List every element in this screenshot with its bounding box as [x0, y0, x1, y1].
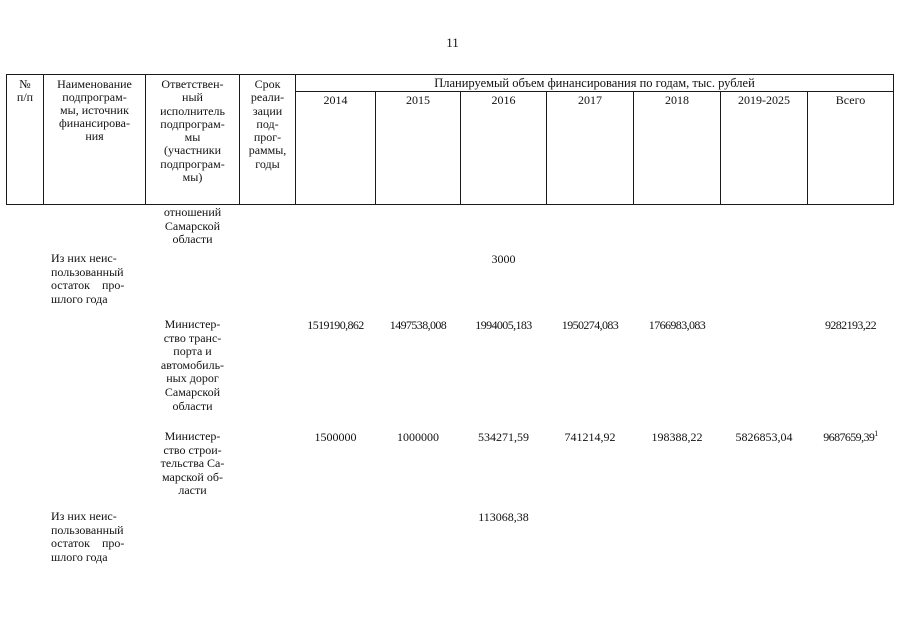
year-header-2014: 2014	[295, 91, 376, 205]
transport-value-2017: 1950274,083	[561, 318, 619, 332]
page-number: 11	[446, 35, 459, 50]
unused-balance-value-2016-2: 113068,38	[478, 510, 529, 524]
header-cell-number: № п/п	[6, 74, 44, 205]
year-header-2019-2025: 2019-2025	[720, 91, 808, 205]
header-cell-term: Срок реали- зации под- прог- раммы, годы	[239, 74, 296, 205]
construction-value-2015: 1000000	[397, 430, 439, 444]
transport-value-2015: 1497538,008	[389, 318, 447, 332]
transport-value-2014: 1519190,862	[307, 318, 364, 332]
footnote-marker: 1	[874, 429, 878, 438]
construction-total-number: 9687659,39	[823, 430, 875, 444]
construction-value-total	[807, 430, 894, 444]
construction-value-2018: 198388,22	[651, 430, 703, 444]
construction-value-2017: 741214,92	[564, 430, 616, 444]
continuation-executor-text: отношений Самарской области	[163, 205, 222, 247]
header-cell-subprogram-name: Наименование подпрограм- мы, источник финансирова- ния	[43, 74, 146, 205]
transport-value-2016: 1994005,183	[475, 318, 532, 332]
construction-value-2019-2025: 5826853,04	[735, 430, 793, 444]
construction-value-2016: 534271,59	[478, 430, 529, 444]
header-cell-executor: Ответствен- ный исполнитель подпрограм- мы (участники подпрограм- мы)	[145, 74, 240, 205]
year-header-2017: 2017	[546, 91, 634, 205]
year-header-2018: 2018	[633, 91, 721, 205]
construction-ministry-executor: Министер- ство строи- тельства Са- марской об- ласти	[160, 429, 225, 498]
transport-value-2018: 1766983,083	[648, 318, 706, 332]
year-header-2016: 2016	[460, 91, 547, 205]
year-header-2015: 2015	[375, 91, 461, 205]
unused-balance-label-2: Из них неис- пользованный остаток про- шлого года	[51, 509, 125, 564]
transport-ministry-executor: Министер- ство транс- порта и автомобиль- ных дорог Самарской области	[160, 317, 225, 413]
header-cell-funding-title: Планируемый объем финансирования по годам, тыс. рублей	[295, 74, 894, 92]
transport-value-total: 9282193,22	[824, 318, 876, 332]
unused-balance-value-2016-1: 3000	[491, 252, 516, 266]
construction-value-2014: 1500000	[314, 430, 357, 444]
year-header-total: Всего	[807, 91, 894, 205]
unused-balance-label-1: Из них неис- пользованный остаток про- шлого года	[51, 251, 125, 306]
